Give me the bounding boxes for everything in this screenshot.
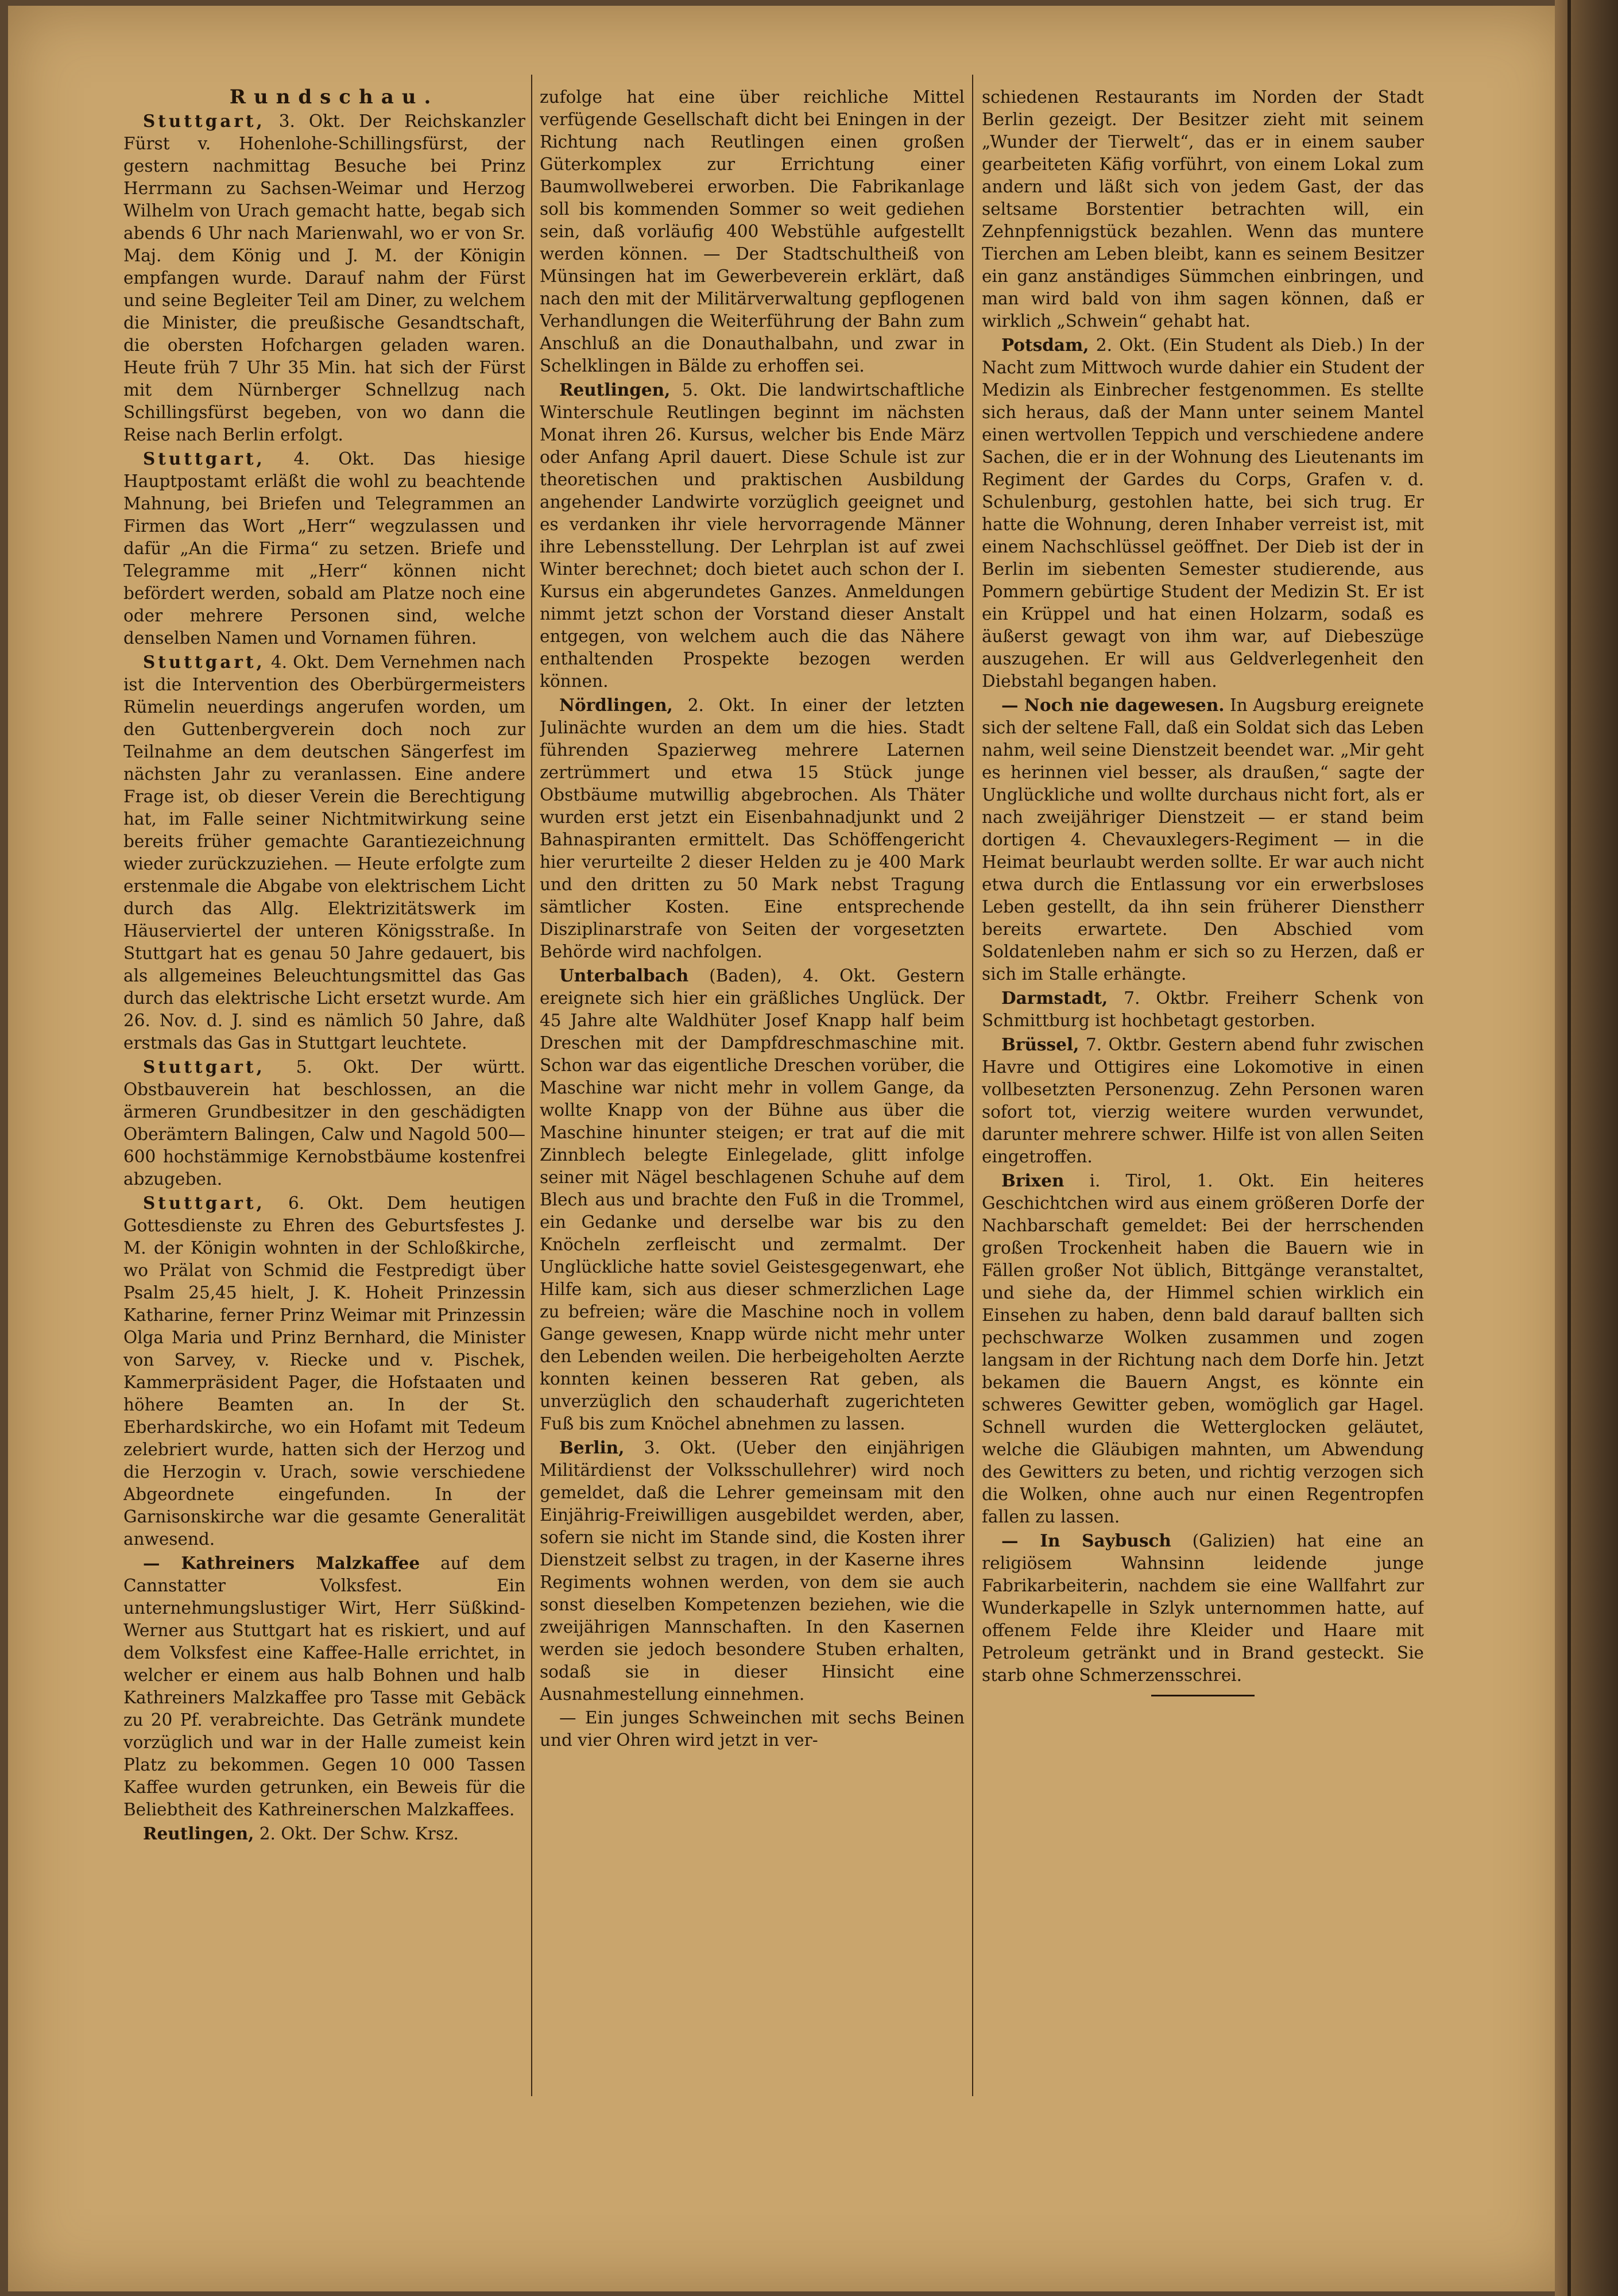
article-dateline: Brixen	[1001, 1170, 1065, 1190]
column-rule	[531, 75, 532, 2096]
article-paragraph	[540, 1436, 965, 1706]
article-paragraph	[123, 651, 525, 1054]
article-paragraph	[982, 86, 1424, 333]
article-paragraph	[982, 334, 1424, 693]
article-paragraph	[540, 378, 965, 693]
article-body: 2. Okt. (Ein Student als Dieb.) In der Nacht zum Mittwoch wurde dahier ein Student der Medizin als Einbrecher festgenommen. Es stellte sich heraus, daß der Mann unter seinem Mantel einen wertvollen Teppich und verschiedene andere Sachen, die er in der Wohnung des Lieutenants im Regiment der Gardes du Corps, Grafen v. d. Schulenburg, gestohlen hatte, bei sich trug. Er hatte die Wohnung, deren Inhaber verreist ist, mit einem Nachschlüssel geöffnet. Der Dieb ist der in Berlin im siebenten Semester studierende, aus Pommern gebürtige Student der Medizin St. Er ist ein Krüppel und hat einen Holzarm, sodaß es äußerst gewagt von ihm war, auf Diebeszüge auszugehen. Er will aus Geldverlegenheit den Diebstahl begangen haben.	[982, 335, 1424, 691]
article-paragraph	[123, 447, 525, 650]
article-paragraph	[540, 964, 965, 1435]
article-body: 2. Okt. In einer der letzten Julinächte wurden an dem um die hies. Stadt führenden Spazierweg mehrere Laternen zertrümmert und etwa 15 Stück junge Obstbäume mutwillig abgebrochen. Als Thäter wurden erst jetzt ein Eisenbahnadjunkt und 2 Bahnaspiranten ermittelt. Das Schöffengericht hier verurteilte 2 dieser Helden zu je 400 Mark und den dritten zu 50 Mark nebst Tragung sämtlicher Kosten. Eine entsprechende Disziplinarstrafe von Seiten der vorgesetzten Behörde wird nachfolgen.	[540, 695, 965, 961]
article-body: 3. Okt. (Ueber den einjährigen Militärdienst der Volksschullehrer) wird noch gemeldet, daß die Lehrer gemeinsam mit den Einjährig-Freiwilligen ausgebildet werden, aber, sofern sie nicht im Stande sind, die Kosten ihrer Dienstzeit selbst zu tragen, in der Kaserne ihres Regiments wohnen werden, von dem sie auch sonst dieselben Kompetenzen beziehen, wie die zweijährigen Mannschaften. In den Kasernen werden sie jedoch besondere Stuben erhalten, sodaß sie in dieser Hinsicht eine Ausnahmestellung einnehmen.	[540, 1438, 965, 1704]
article-paragraph	[123, 1056, 525, 1190]
book-spine	[1555, 0, 1618, 2296]
article-paragraph	[982, 694, 1424, 985]
article-body: (Baden), 4. Okt. Gestern ereignete sich hier ein gräßliches Unglück. Der 45 Jahre alte Waldhüter Josef Knapp half beim Dreschen mit der Dampfdreschmaschine mit. Schon war das eigentliche Dreschen vorüber, die Maschine war nicht mehr in vollem Gange, da wollte Knapp von der Bühne aus über die Maschine hinunter steigen; er trat auf die mit Zinnblech belegte Einlegelade, glitt infolge seiner mit Nägel beschlagenen Schuhe auf dem Blech aus und brachte den Fuß in die Trommel, ein Gedanke und derselbe war bis zu den Knöcheln zerfleischt und zermalmt. Der Unglückliche hatte soviel Geistesgegenwart, ehe Hilfe kam, sich aus dieser schmerzlichen Lage zu befreien; wäre die Maschine noch in vollem Gange gewesen, Knapp würde nicht mehr unter den Lebenden weilen. Die herbeigeholten Aerzte konnten keinen besseren Rat geben, als unverzüglich den schauderhaft zugerichteten Fuß bis zum Knöchel abnehmen zu lassen.	[540, 966, 965, 1433]
article-dateline: Darmstadt,	[1001, 988, 1108, 1008]
article-paragraph	[123, 1822, 525, 1845]
end-divider	[1151, 1695, 1255, 1696]
article-body: 2. Okt. Der Schw. Krsz.	[254, 1824, 459, 1843]
article-paragraph	[982, 987, 1424, 1032]
article-body: 7. Oktbr. Gestern abend fuhr zwischen Havre und Ottigires eine Lokomotive in einen vollbesetzten Personenzug. Zehn Personen waren sofort tot, vierzig weitere wurden verwundet, darunter mehrere schwer. Hilfe ist von allen Seiten eingetroffen.	[982, 1035, 1424, 1166]
article-dateline: Nördlingen,	[559, 695, 673, 715]
column-2	[540, 86, 965, 2222]
spine-edge	[1567, 0, 1571, 2296]
article-body: zufolge hat eine über reichliche Mittel verfügende Gesellschaft dicht bei Eningen in der Richtung nach Reutlingen einen großen Güterkomplex zur Errichtung einer Baumwollweberei erworben. Die Fabrikanlage soll bis kommenden Sommer so weit gediehen sein, daß vorläufig 400 Webstühle aufgestellt werden können. — Der Stadtschultheiß von Münsingen hat im Gewerbeverein erklärt, daß nach den mit der Militärverwaltung gepflogenen Verhandlungen die Weiterführung der Bahn zum Anschluß an die Donauthalbahn, und zwar in Schelklingen in Bälde zu erhoffen sei.	[540, 87, 965, 376]
article-body: 4. Okt. Dem Vernehmen nach ist die Intervention des Oberbürgermeisters Rümelin neuerdings angerufen worden, um den Guttenbergverein doch noch zur Teilnahme an dem deutschen Sängerfest im nächsten Jahr zu veranlassen. Eine andere Frage ist, ob dieser Verein die Berechtigung hat, im Falle seiner Nichtmitwirkung seine bereits früher gemachte Garantiezeichnung wieder zurückzuziehen. — Heute erfolgte zum erstenmale die Abgabe von elektrischem Licht durch das Allg. Elektrizitätswerk im Häuserviertel der unteren Königsstraße. In Stuttgart hat es genau 50 Jahre gedauert, bis als allgemeines Beleuchtungsmittel das Gas durch das elektrische Licht ersetzt wurde. Am 26. Nov. d. J. sind es nämlich 50 Jahre, daß erstmals das Gas in Stuttgart leuchtete.	[123, 652, 525, 1053]
article-dateline: Reutlingen,	[559, 380, 671, 400]
article-body: auf dem Cannstatter Volksfest. Ein unternehmungslustiger Wirt, Herr Süßkind-Werner aus Stuttgart hat es riskiert, und auf dem Volksfest eine Kaffee-Halle errichtet, in welcher er einem aus halb Bohnen und halb Kathreiners Malzkaffee pro Tasse mit Gebäck zu 20 Pf. verabreichte. Das Getränk mundete vorzüglich und war in der Halle zumeist kein Platz zu bekommen. Gegen 10 000 Tassen Kaffee wurden getrunken, ein Beweis für die Beliebtheit des Kathreinerschen Malzkaffees.	[123, 1553, 525, 1819]
section-heading: Rundschau.	[229, 86, 439, 109]
column-3	[982, 86, 1424, 2222]
article-body: 4. Okt. Das hiesige Hauptpostamt erläßt die wohl zu beachtende Mahnung, bei Briefen und Telegrammen an Firmen das Wort „Herr“ wegzulassen und dafür „An die Firma“ zu setzen. Briefe und Telegramme mit „Herr“ können nicht befördert werden, sobald am Platze noch eine oder mehrere Personen sind, welche denselben Namen und Vornamen führen.	[123, 449, 525, 648]
column-rule	[972, 75, 973, 2096]
article-body: 5. Okt. Die landwirtschaftliche Winterschule Reutlingen beginnt im nächsten Monat ihren 26. Kursus, welcher bis Ende März oder Anfang April dauert. Diese Schule ist zur theoretischen und praktischen Ausbildung angehender Landwirte vorzüglich geeignet und es verdanken ihr viele hervorragende Männer ihre Lebensstellung. Der Lehrplan ist auf zwei Winter berechnet; doch bietet auch schon der I. Kursus ein abgerundetes Ganzes. Anmeldungen nimmt jetzt schon der Vorstand dieser Anstalt entgegen, von welchem auch die das Nähere enthaltenden Prospekte bezogen werden können.	[540, 380, 965, 691]
article-dateline: Stuttgart,	[143, 652, 265, 672]
column-1	[123, 86, 525, 2222]
article-body: (Galizien) hat eine an religiösem Wahnsinn leidende junge Fabrikarbeiterin, nachdem sie eine Wallfahrt zur Wunderkapelle in Szlyk unternommen hatte, auf offenem Felde ihre Kleider und Haare mit Petroleum getränkt und in Brand gesteckt. Sie starb ohne Schmerzensschrei.	[982, 1531, 1424, 1685]
article-dateline: Stuttgart,	[143, 1193, 265, 1213]
article-dateline: Reutlingen,	[143, 1823, 254, 1843]
article-body: 6. Okt. Dem heutigen Gottesdienste zu Ehren des Geburtsfestes J. M. der Königin wohnten in der Schloßkirche, wo Prälat von Schmid die Festpredigt über Psalm 25,45 hielt, J. K. Hoheit Prinzessin Katharine, ferner Prinz Weimar mit Prinzessin Olga Maria und Prinz Bernhard, die Minister von Sarvey, v. Riecke und v. Pischek, Kammerpräsident Pager, die Hofstaaten und höhere Beamten an. In der St. Eberhardskirche, wo ein Hofamt mit Tedeum zelebriert wurde, hatten sich der Herzog und die Herzogin v. Urach, sowie verschiedene Abgeordnete eingefunden. In der Garnisonskirche war die gesamte Generalität anwesend.	[123, 1193, 525, 1549]
article-paragraph	[540, 86, 965, 377]
article-paragraph	[123, 1552, 525, 1821]
article-body: i. Tirol, 1. Okt. Ein heiteres Geschichtchen wird aus einem größeren Dorfe der Nachbarschaft gemeldet: Bei der herrschenden großen Trockenheit haben die Bauern wie in Fällen großer Not üblich, Bittgänge veranstaltet, und siehe da, der Himmel schien wirklich ein Einsehen zu haben, denn bald darauf ballten sich pechschwarze Wolken zusammen und zogen langsam in der Richtung nach dem Dorfe hin. Jetzt bekamen die Bauern Angst, es könnte ein schweres Gewitter geben, womöglich gar Hagel. Schnell wurden die Wetterglocken geläutet, welche die Gläubigen mahnten, um Abwendung des Gewitters zu beten, und richtig verzogen sich die Wolken, ohne auch nur einen Regentropfen fallen zu lassen.	[982, 1171, 1424, 1526]
article-paragraph	[982, 1169, 1424, 1528]
article-dateline: — Noch nie dagewesen.	[1001, 695, 1225, 715]
article-paragraph	[540, 1707, 965, 1752]
article-dateline: Brüssel,	[1001, 1034, 1079, 1054]
article-dateline: Stuttgart,	[143, 111, 265, 131]
article-dateline: — Kathreiners Malzkaffee	[143, 1553, 420, 1573]
article-dateline: Unterbalbach	[559, 965, 689, 985]
article-dateline: — In Saybusch	[1001, 1530, 1171, 1551]
article-paragraph	[982, 1033, 1424, 1168]
article-dateline: Stuttgart,	[143, 449, 265, 469]
article-paragraph	[982, 1529, 1424, 1687]
article-body: In Augsburg ereignete sich der seltene Fall, daß ein Soldat sich das Leben nahm, weil seine Dienstzeit beendet war. „Mir geht es herinnen viel besser, als draußen,“ sagte der Unglückliche und wollte durchaus nicht fort, als er nach zweijähriger Dienstzeit — er stand beim dortigen 4. Chevauxlegers-Regiment — in die Heimat beurlaubt werden sollte. Er war auch nicht etwa durch die Entlassung vor ein erwerbsloses Leben gestellt, da ihn sein früherer Dienstherr bereits erwartete. Den Abschied vom Soldatenleben nahm er sich so zu Herzen, daß er sich im Stalle erhängte.	[982, 695, 1424, 984]
article-body: — Ein junges Schweinchen mit sechs Beinen und vier Ohren wird jetzt in ver-	[540, 1708, 965, 1750]
article-dateline: Stuttgart,	[143, 1057, 265, 1077]
article-dateline: Potsdam,	[1001, 335, 1089, 355]
article-body: schiedenen Restaurants im Norden der Stadt Berlin gezeigt. Der Besitzer zieht mit seinem „Wunder der Tierwelt“, das er in einem sauber gearbeiteten Käfig vorführt, von einem Lokal zum andern und läßt sich von jedem Gast, der das seltsame Borstentier betrachten will, ein Zehnpfennigstück bezahlen. Wenn das muntere Tierchen am Leben bleibt, kann es seinem Besitzer ein ganz anständiges Sümmchen einbringen, und man wird bald von ihm sagen können, daß er wirklich „Schwein“ gehabt hat.	[982, 87, 1424, 331]
article-body: 3. Okt. Der Reichskanzler Fürst v. Hohenlohe-Schillingsfürst, der gestern nachmittag Besuche bei Prinz Herrmann zu Sachsen-Weimar und Herzog Wilhelm von Urach gemacht hatte, begab sich abends 6 Uhr nach Marienwahl, wo er von Sr. Maj. dem König und J. M. der Königin empfangen wurde. Darauf nahm der Fürst und seine Begleiter Teil am Diner, zu welchem die Minister, die preußische Gesandtschaft, die obersten Hofchargen geladen waren. Heute früh 7 Uhr 35 Min. hat sich der Fürst mit dem Nürnberger Schnellzug nach Schillingsfürst begeben, von wo dann die Reise nach Berlin erfolgt.	[123, 111, 525, 444]
article-body: 5. Okt. Der württ. Obstbauverein hat beschlossen, an die ärmeren Grundbesitzer in den geschädigten Oberämtern Balingen, Calw und Nagold 500—600 hochstämmige Kernobstbäume kostenfrei abzugeben.	[123, 1057, 525, 1189]
article-paragraph	[123, 1192, 525, 1551]
article-paragraph	[540, 694, 965, 963]
article-body: 7. Oktbr. Freiherr Schenk von Schmittburg ist hochbetagt gestorben.	[982, 988, 1424, 1030]
article-dateline: Berlin,	[559, 1437, 625, 1458]
article-paragraph	[123, 110, 525, 446]
